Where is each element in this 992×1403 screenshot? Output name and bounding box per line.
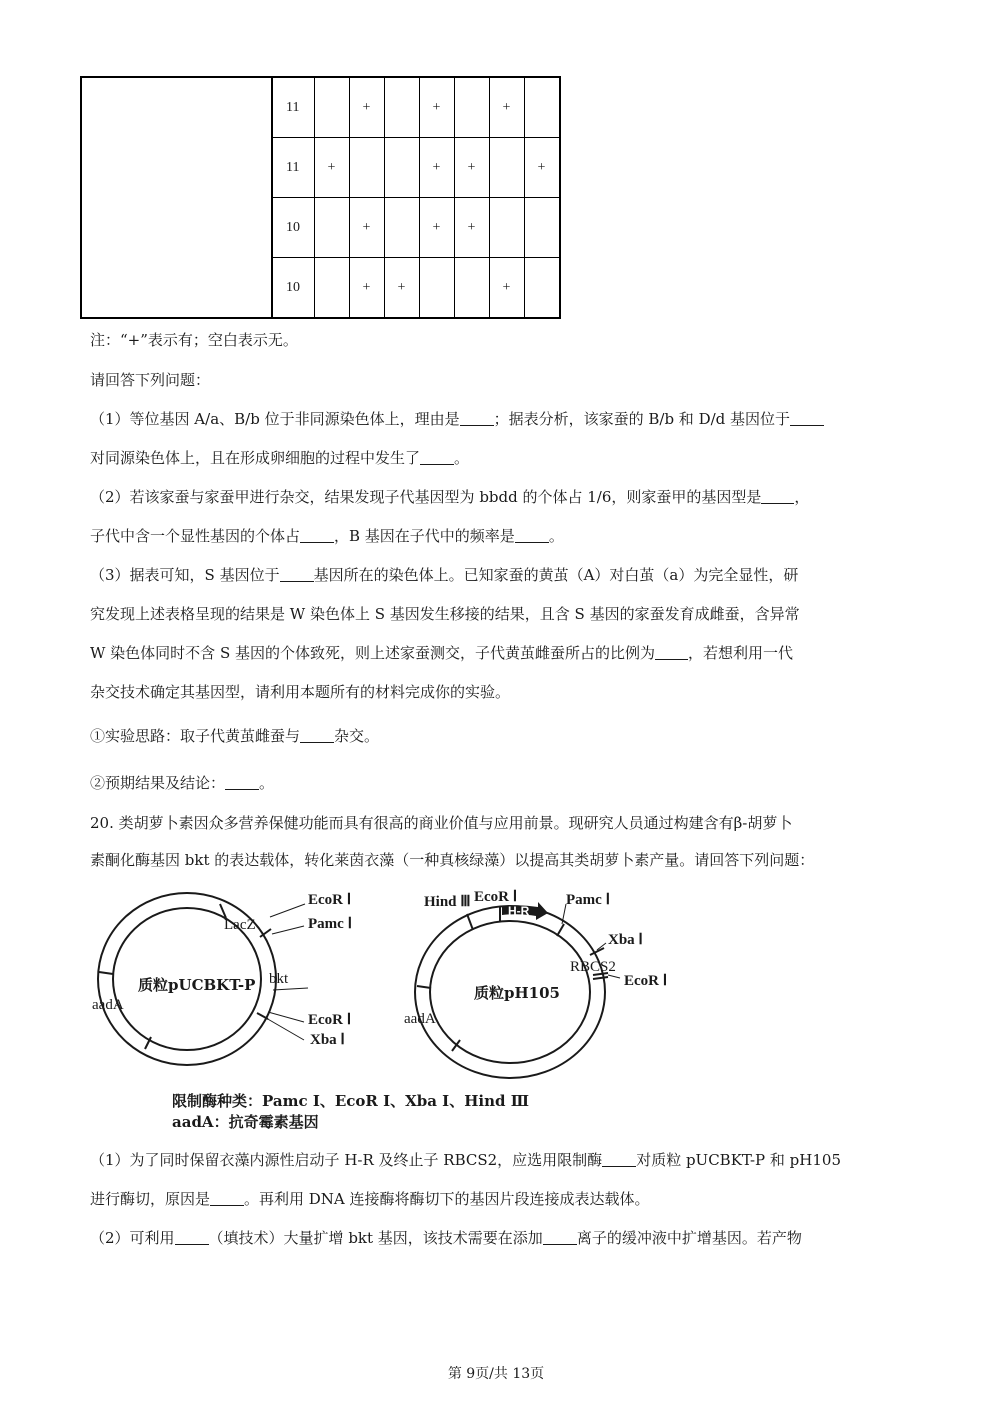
table-cell [384,198,419,258]
table-cell: + [349,258,384,319]
table-cell-count: 10 [272,198,314,258]
table-cell: + [314,138,349,198]
answer-blank[interactable] [543,1229,577,1245]
table-cell [384,138,419,198]
plasmid-ph105 [404,889,667,1078]
question-3-line-4: 杂交技术确定其基因型，请利用本题所有的材料完成你的实验。 [90,683,511,701]
table-cell [524,198,560,258]
r-question-1-line-1: （1）为了同时保留衣藻内源性启动子 H-R 及终止子 RBCS2，应选用限制酶 对质粒 pUCBKT-P 和 pH105 [90,1151,841,1169]
page-footer: 第 9页/共 13页 [447,1366,545,1382]
table-cell: + [454,198,489,258]
answer-blank[interactable] [225,774,259,790]
table-note: 注：“+”表示有；空白表示无。 [90,331,298,349]
table-cell: + [349,198,384,258]
plasmid-figure [90,880,680,1138]
answer-blank[interactable] [210,1190,244,1206]
table-cell: + [349,77,384,138]
question-3-line-2: 究发现上述表格呈现的结果是 W 染色体上 S 基因发生移接的结果，且含 S 基因的家蚕发育成雌蚕，含异常 [90,605,800,623]
plasmid-1-name: 质粒pUCBKT-P [138,976,256,994]
label-ecori-1: EcoR Ⅰ [308,892,352,908]
table-cell: + [454,138,489,198]
gene-table [80,76,561,319]
plasmid-2-name: 质粒pH105 [474,984,560,1002]
answer-blank[interactable] [300,527,334,543]
question-2-line-2: 子代中含一个显性基因的个体占 ，B 基因在子代中的频率是 。 [90,527,564,545]
expected-result: ②预期结果及结论： 。 [90,774,275,792]
table-cell [489,138,524,198]
answer-blank[interactable] [655,644,688,660]
r-question-2-line-1: （2）可利用 （填技术）大量扩增 bkt 基因，该技术需要在添加 离子的缓冲液中扩增基因。若产物 [90,1229,802,1247]
table-cell: + [489,258,524,319]
answer-blank[interactable] [602,1151,636,1167]
label-hr: H-R [508,904,530,918]
question-20-line-2: 素酮化酶基因 bkt 的表达载体，转化莱茵衣藻（一种真核绿藻）以提高其类胡萝卜素产量。请回答下列问题： [90,851,815,869]
question-prompt: 请回答下列问题： [90,371,211,389]
table-cell: + [419,138,454,198]
label-aada-1: aadA [92,997,124,1013]
label-xbai-1: Xba Ⅰ [310,1032,345,1048]
table-cell [524,77,560,138]
plasmid-pucbkt-p [92,892,352,1065]
table-cell: + [489,77,524,138]
table-cell-count: 11 [272,138,314,198]
table-row [81,77,560,138]
question-3-line-3: W 染色体同时不含 S 基因的个体致死，则上述家蚕测交，子代黄茧雌蚕所占的比例为 ，若想利用一代 [90,644,794,662]
question-1-line-1: （1）等位基因 A/a、B/b 位于非同源染色体上，理由是 ；据表分析，该家蚕的 B/b 和 D/d 基因位于 [90,409,824,429]
table-cell [349,138,384,198]
table-cell [454,77,489,138]
table-cell [314,258,349,319]
question-3-line-1: （3）据表可知，S 基因位于 基因所在的染色体上。已知家蚕的黄茧（A）对白茧（a）为完全显性，研 [90,566,799,584]
table-cell-count: 10 [272,258,314,319]
experiment-idea: ①实验思路：取子代黄茧雌蚕与 杂交。 [90,727,380,745]
question-2-line-1: （2）若该家蚕与家蚕甲进行杂交，结果发现子代基因型为 bbdd 的个体占 1/6，则家蚕甲的基因型是 ， [90,488,810,506]
r-question-1-line-2: 进行酶切，原因是 。再利用 DNA 连接酶将酶切下的基因片段连接成表达载体。 [90,1190,650,1208]
aada-legend: aadA：抗奇霉素基因 [172,1113,319,1131]
label-hindiii: Hind Ⅲ [424,894,471,910]
label-lacz: LacZ [224,917,256,933]
table-cell [314,198,349,258]
table-cell: + [384,258,419,319]
table-cell [454,258,489,319]
table-cell [419,258,454,319]
label-pamci-2: Pamc Ⅰ [566,892,610,908]
answer-blank[interactable] [761,488,794,504]
enzyme-legend: 限制酶种类：Pamc Ⅰ、EcoR Ⅰ、Xba Ⅰ、Hind Ⅲ [172,1092,529,1110]
table-cell [384,77,419,138]
label-bkt: bkt [269,971,289,987]
answer-blank[interactable] [300,727,334,743]
table-cell [489,198,524,258]
table-cell [314,77,349,138]
answer-blank[interactable] [460,410,494,426]
label-xbai-2: Xba Ⅰ [608,932,643,948]
label-ecori-2: EcoR Ⅰ [308,1012,352,1028]
label-pamci-1: Pamc Ⅰ [308,916,352,932]
label-ecori-3: EcoR Ⅰ [474,889,518,905]
table-blank-cell [81,77,272,318]
table-cell: + [524,138,560,198]
label-ecori-4: EcoR Ⅰ [624,973,668,989]
label-aada-2: aadA [404,1011,436,1027]
answer-blank[interactable] [790,410,824,426]
table-cell: + [419,198,454,258]
answer-blank[interactable] [175,1229,209,1245]
table-cell [524,258,560,319]
question-1-line-2: 对同源染色体上，且在形成卵细胞的过程中发生了 。 [90,449,470,467]
answer-blank[interactable] [420,449,454,465]
table-cell: + [419,77,454,138]
answer-blank[interactable] [280,566,314,582]
answer-blank[interactable] [515,527,549,543]
table-cell-count: 11 [272,77,314,138]
label-rbcs2: RBCS2 [570,959,616,975]
question-20-line-1: 20. 类胡萝卜素因众多营养保健功能而具有很高的商业价值与应用前景。现研究人员通过构建含有β-胡萝卜 [90,814,793,832]
